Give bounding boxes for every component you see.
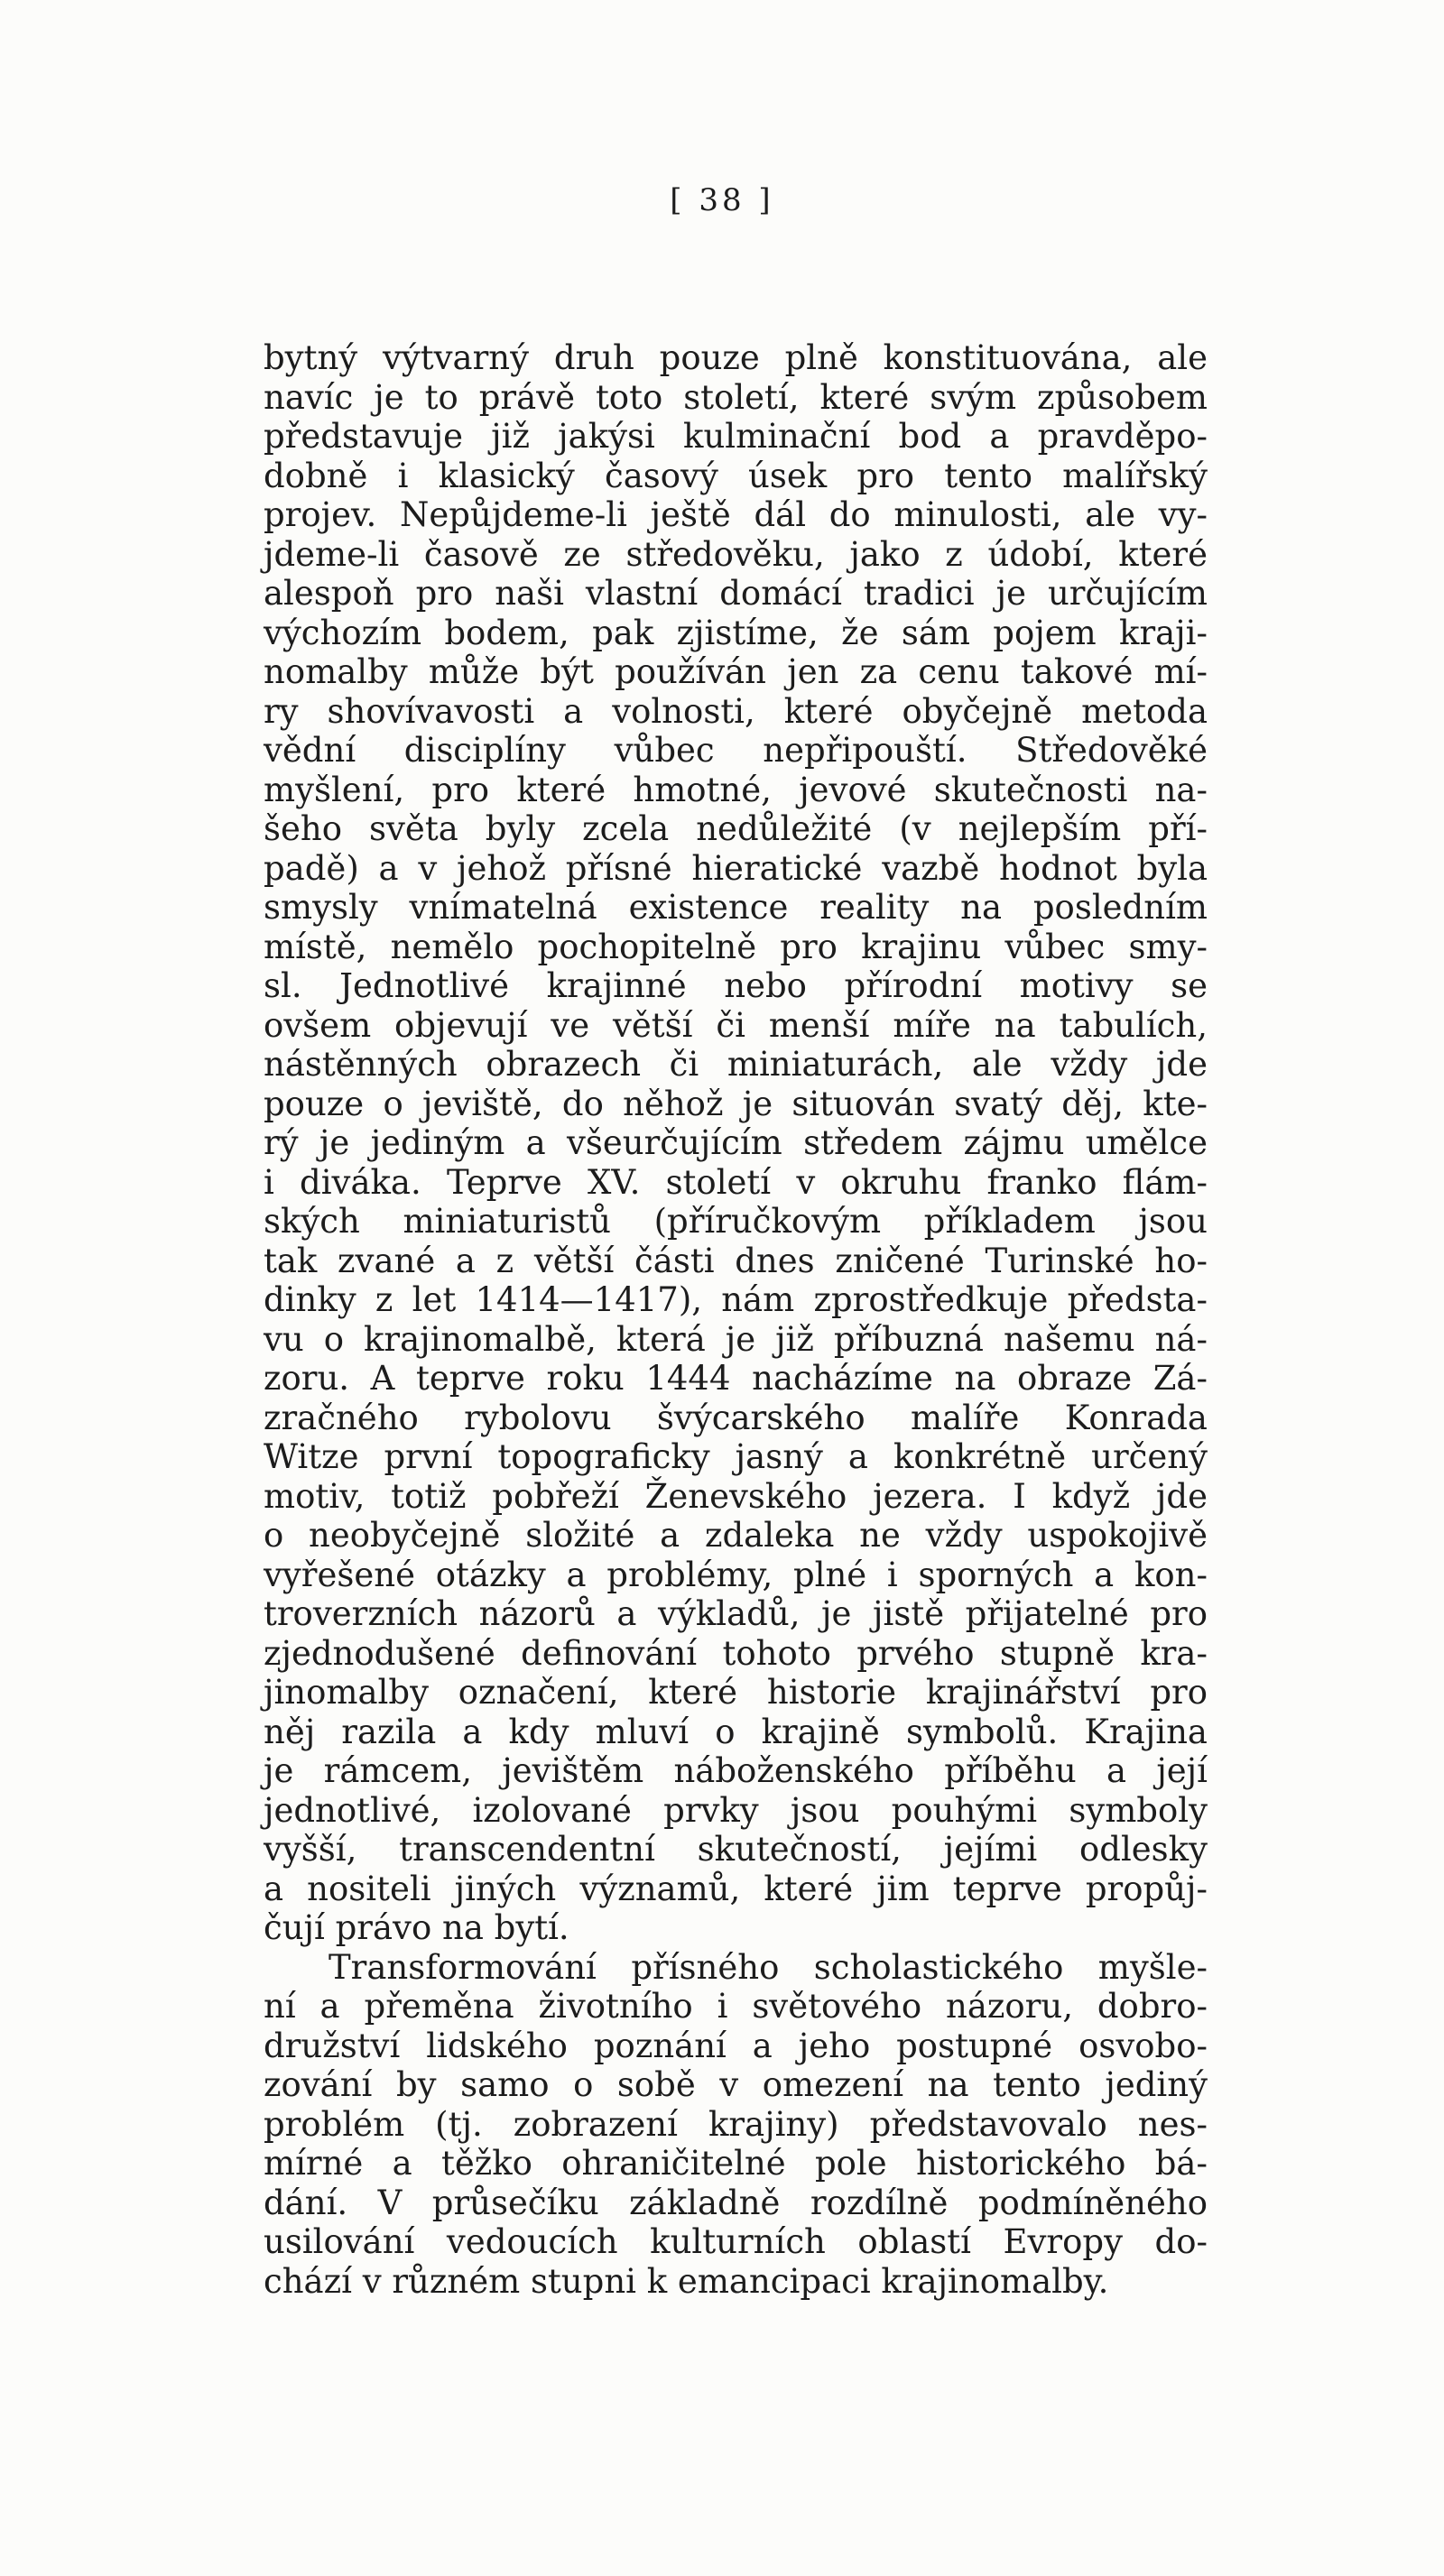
text-line: o neobyčejně složité a zdaleka ne vždy uspokojivě [264,1516,1208,1555]
text-line: družství lidského poznání a jeho postupné osvobo- [264,2026,1208,2065]
text-line: vyšší, transcendentní skutečností, jejími odlesky [264,1830,1208,1869]
text-line: padě) a v jehož přísné hieratické vazbě hodnot byla [264,848,1208,888]
text-line: jinomalby označení, které historie krajinářství pro [264,1673,1208,1712]
text-line: něj razila a kdy mluví o krajině symbolů. Krajina [264,1712,1208,1751]
text-line: nomalby může být používán jen za cenu takové mí- [264,652,1208,691]
text-line: pouze o jeviště, do něhož je situován svatý děj, kte- [264,1084,1208,1123]
text-line: zjednodušené definování tohoto prvého stupně kra- [264,1633,1208,1673]
page-number: [ 38 ] [670,182,774,218]
text-line: ských miniaturistů (příručkovým příkladem jsou [264,1202,1208,1241]
text-line: troverzních názorů a výkladů, je jistě přijatelné pro [264,1594,1208,1633]
text-line: nástěnných obrazech či miniaturách, ale vždy jde [264,1045,1208,1084]
paragraph [264,338,1208,1948]
text-line: šeho světa byly zcela nedůležité (v nejlepším pří- [264,809,1208,848]
text-line: vědní disciplíny vůbec nepřipouští. Středověké [264,731,1208,770]
text-line: dobně i klasický časový úsek pro tento malířský [264,456,1208,495]
text-line: tak zvané a z větší části dnes zničené Turinské ho- [264,1241,1208,1280]
text-line: místě, nemělo pochopitelně pro krajinu vůbec smy- [264,927,1208,966]
text-line: alespoň pro naši vlastní domácí tradici je určujícím [264,574,1208,613]
text-line: ovšem objevují ve větší či menší míře na tabulích, [264,1005,1208,1045]
text-line: dinky z let 1414—1417), nám zprostředkuje předsta- [264,1280,1208,1319]
text-line: představuje již jakýsi kulminační bod a pravděpo- [264,417,1208,456]
text-line: i diváka. Teprve XV. století v okruhu franko flám- [264,1162,1208,1202]
text-line: sl. Jednotlivé krajinné nebo přírodní motivy se [264,966,1208,1005]
text-line: myšlení, pro které hmotné, jevové skutečnosti na- [264,770,1208,809]
text-line: usilování vedoucích kulturních oblastí Evropy do- [264,2222,1208,2261]
text-line: chází v různém stupni k emancipaci krajinomalby. [264,2261,1109,2301]
paragraph [264,1948,1208,2302]
text-line: Witze první topograficky jasný a konkrétně určený [264,1437,1208,1476]
text-line: a nositeli jiných významů, které jim teprve propůj- [264,1869,1208,1908]
text-line: ry shovívavosti a volnosti, které obyčejně metoda [264,691,1208,731]
text-line: jdeme-li časově ze středověku, jako z údobí, které [264,534,1208,574]
text-line: mírné a těžko ohraničitelné pole historického bá- [264,2144,1208,2183]
text-line: motiv, totiž pobřeží Ženevského jezera. I když jde [264,1476,1208,1516]
text-line: jednotlivé, izolované prvky jsou pouhými symboly [264,1790,1208,1830]
text-line: dání. V průsečíku základně rozdílně podmíněného [264,2183,1208,2222]
text-line: navíc je to právě toto století, které svým způsobem [264,377,1208,417]
text-line: problém (tj. zobrazení krajiny) představovalo nes- [264,2104,1208,2144]
text-line: výchozím bodem, pak zjistíme, že sám pojem kraji- [264,613,1208,652]
text-line: rý je jediným a všeurčujícím středem zájmu umělce [264,1123,1208,1162]
body-text [264,338,1208,2301]
text-line: čují právo na bytí. [264,1908,569,1947]
text-line: zoru. A teprve roku 1444 nacházíme na obraze Zá- [264,1359,1208,1398]
text-line: smysly vnímatelná existence reality na posledním [264,888,1208,927]
text-line: je rámcem, jevištěm náboženského příběhu a její [264,1751,1208,1790]
text-line: Transformování přísného scholastického myšle- [329,1947,1208,1987]
text-line: bytný výtvarný druh pouze plně konstituována, ale [264,338,1208,377]
text-line: zování by samo o sobě v omezení na tento jediný [264,2065,1208,2104]
text-line: vyřešené otázky a problémy, plné i sporných a kon- [264,1555,1208,1594]
text-line: vu o krajinomalbě, která je již příbuzná našemu ná- [264,1319,1208,1359]
text-line: zračného rybolovu švýcarského malíře Konrada [264,1398,1208,1437]
text-line: ní a přeměna životního i světového názoru, dobro- [264,1987,1208,2026]
text-line: projev. Nepůjdeme-li ještě dál do minulosti, ale vy- [264,495,1208,534]
